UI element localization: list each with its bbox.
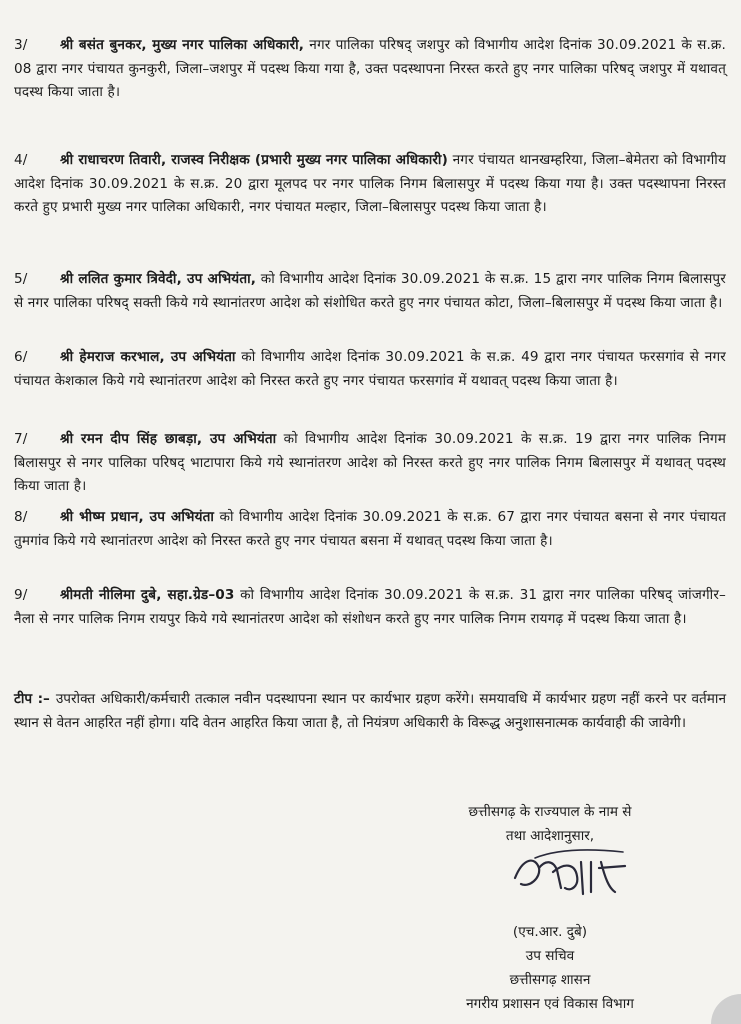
- order-person-name: श्री रमन दीप सिंह छाबड़ा, उप अभियंता: [60, 431, 277, 447]
- note-label: टीप :–: [14, 691, 50, 707]
- note-paragraph: [14, 688, 726, 735]
- order-person-name: श्री हेमराज करभाल, उप अभियंता: [60, 349, 236, 365]
- order-text: नगर पालिका परिषद् जशपुर को विभागीय आदेश दिनांक 30.09.2021 के स.क्र. 08 द्वारा नगर पंचायत कुनकुरी, जिला–जशपुर में पदस्थ किया गया है, उक्त पदस्थापना निरस्त करते हुए नगर पालिका परिषद् जशपुर में यथावत् पदस्थ किया जाता है।: [14, 37, 726, 100]
- order-item-7: [14, 428, 726, 499]
- order-number: 8/: [14, 509, 28, 525]
- order-person-name: श्रीमती नीलिमा दुबे, सहा.ग्रेड–03: [60, 587, 235, 603]
- order-person-name: श्री भीष्म प्रधान, उप अभियंता: [60, 509, 215, 525]
- government-name: छत्तीसगढ़ शासन: [509, 972, 591, 988]
- order-person-name: श्री बसंत बुनकर, मुख्य नगर पालिका अधिकारी,: [60, 37, 305, 53]
- order-item-9: [14, 584, 726, 631]
- order-text: को विभागीय आदेश दिनांक 30.09.2021 के स.क्र. 67 द्वारा नगर पंचायत बसना से नगर पंचायत तुमगांव किये गये स्थानांतरण आदेश को निरस्त करते हुए नगर पंचायत बसना में यथावत् पदस्थ किया जाता है।: [14, 509, 727, 549]
- order-line: तथा आदेशानुसार,: [505, 828, 595, 844]
- order-text: को विभागीय आदेश दिनांक 30.09.2021 के स.क्र. 49 द्वारा नगर पंचायत फरसगांव से नगर पंचायत केशकाल किये गये स्थानांतरण आदेश को निरस्त करते हुए नगर पंचायत फरसगांव में यथावत् पदस्थ किया जाता है।: [14, 349, 726, 389]
- order-number: 9/: [14, 587, 28, 603]
- order-item-6: [14, 346, 726, 393]
- order-item-3: [14, 34, 726, 105]
- signatory-designation: उप सचिव: [525, 948, 575, 964]
- order-number: 3/: [14, 37, 28, 53]
- order-text: को विभागीय आदेश दिनांक 30.09.2021 के स.क्र. 31 द्वारा नगर पालिका परिषद् जांजगीर–नैला से नगर पालिक निगम रायपुर किये गये स्थानांतरण आदेश को संशोधन करते हुए नगर पालिक निगम रायगढ़ में पदस्थ किया जाता है।: [14, 587, 726, 627]
- order-text: को विभागीय आदेश दिनांक 30.09.2021 के स.क्र. 19 द्वारा नगर पालिक निगम बिलासपुर से नगर पालिका परिषद् भाटापारा किये गये स्थानांतरण आदेश को निरस्त करते हुए नगर पालिक निगम बिलासपुर में यथावत् पदस्थ किया जाता है।: [14, 431, 726, 494]
- order-number: 4/: [14, 152, 28, 168]
- order-item-4: [14, 149, 726, 220]
- department-name: नगरीय प्रशासन एवं विकास विभाग: [466, 996, 634, 1012]
- order-number: 7/: [14, 431, 28, 447]
- signature-block: [400, 800, 700, 1016]
- order-text: को विभागीय आदेश दिनांक 30.09.2021 के स.क्र. 15 द्वारा नगर पालिक निगम बिलासपुर से नगर पालिका परिषद् सक्ती किये गये स्थानांतरण आदेश को संशोधित करते हुए नगर पंचायत कोटा, जिला–बिलासपुर में पदस्थ किया जाता है।: [14, 271, 726, 311]
- order-number: 6/: [14, 349, 28, 365]
- order-text: नगर पंचायत थानखम्हरिया, जिला–बेमेतरा को विभागीय आदेश दिनांक 30.09.2021 के स.क्र. 20 द्वारा मूलपद पर नगर पालिक निगम बिलासपुर में पदस्थ किया गया है। उक्त पदस्थापना निरस्त करते हुए प्रभारी मुख्य नगर पालिका अधिकारी, नगर पंचायत मल्हार, जिला–बिलासपुर पदस्थ किया जाता है।: [14, 152, 726, 215]
- page-corner-mark: [705, 988, 741, 1024]
- order-person-name: श्री राधाचरण तिवारी, राजस्व निरीक्षक (प्रभारी मुख्य नगर पालिका अधिकारी): [60, 152, 448, 168]
- signatory-name: (एच.आर. दुबे): [512, 924, 588, 940]
- handwritten-signature: [505, 838, 635, 908]
- note-text: उपरोक्त अधिकारी/कर्मचारी तत्काल नवीन पदस्थापना स्थान पर कार्यभार ग्रहण करेंगे। समयावधि में कार्यभार ग्रहण नहीं करने पर वर्तमान स्थान से वेतन आहरित नहीं होगा। यदि वेतन आहरित किया जाता है, तो नियंत्रण अधिकारी के विरूद्ध अनुशासनात्मक कार्यवाही की जावेगी।: [14, 691, 727, 731]
- order-item-8: [14, 506, 726, 553]
- order-item-5: [14, 268, 726, 315]
- order-number: 5/: [14, 271, 28, 287]
- authority-line: छत्तीसगढ़ के राज्यपाल के नाम से: [468, 804, 632, 820]
- order-person-name: श्री ललित कुमार त्रिवेदी, उप अभियंता,: [60, 271, 257, 287]
